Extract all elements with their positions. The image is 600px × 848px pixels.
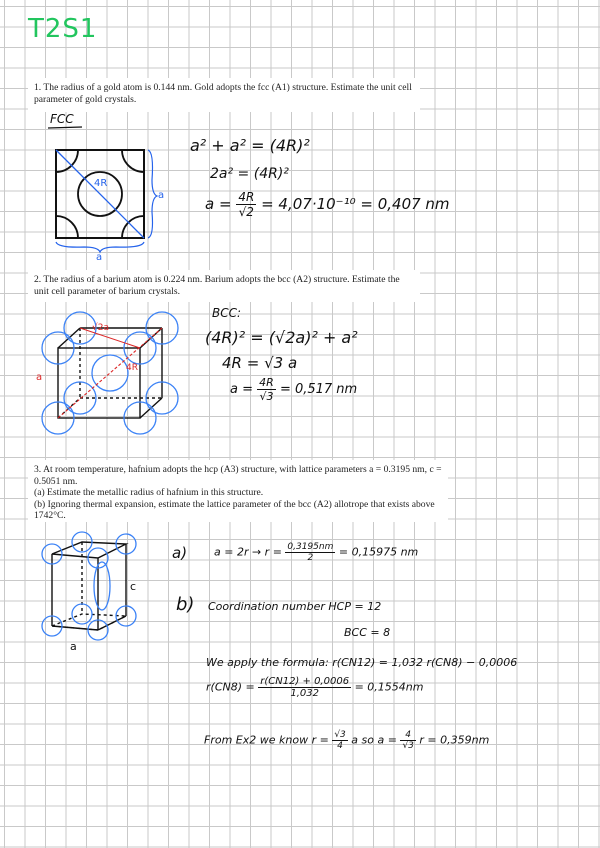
fcc-bottom-a-label: a [96, 252, 103, 263]
fcc-4r-label: 4R [94, 178, 108, 189]
rcn8-lhs: r(CN8) = [206, 680, 255, 694]
final-den-2: √3 [402, 741, 414, 751]
bcc-unit-cell-figure [30, 300, 190, 440]
coordination-bcc: BCC = 8 [344, 626, 391, 639]
q1-eq3-fraction [236, 190, 256, 219]
q2-equation-2: 4R = √3 a [222, 354, 298, 372]
q1-eq3-lhs: a = [205, 195, 232, 213]
final-text-c: r = 0,359nm [419, 733, 490, 747]
final-fraction-1 [332, 730, 347, 751]
part-a-equation [214, 542, 418, 563]
final-num-1: √3 [334, 730, 346, 740]
bcc-4r-label: 4R [126, 363, 138, 373]
final-line [204, 730, 489, 751]
q1-equation-2: 2a² = (4R)² [210, 166, 289, 182]
part-a-eq-lhs: a = 2r → r = [214, 545, 282, 559]
bcc-a-label: a [36, 372, 43, 383]
q2-eq3-lhs: a = [230, 382, 253, 397]
final-num-2: 4 [400, 730, 415, 741]
q2-equation-3 [230, 376, 357, 403]
q1-eq3-numerator: 4R [238, 190, 255, 204]
fcc-unit-cell-figure [44, 140, 174, 263]
part-a-numerator: 0,3195nm [287, 542, 334, 552]
bcc-label: BCC: [212, 306, 242, 320]
q1-eq3-denominator: √2 [238, 205, 254, 219]
hcp-unit-cell-figure [30, 528, 160, 658]
rcn8-equation [206, 676, 423, 699]
q2-eq3-numerator: 4R [259, 376, 274, 389]
question-2-box [28, 270, 420, 302]
question-2-text: 2. The radius of a barium atom is 0.224 nm. Barium adopts the bcc (A2) structure. Estimate the unit cell parameter of barium crystals. [34, 274, 400, 297]
final-den-1: 4 [337, 741, 343, 751]
rcn8-fraction [258, 676, 351, 699]
coordination-hcp: Coordination number HCP = 12 [208, 600, 382, 613]
q1-equation-1: a² + a² = (4R)² [190, 136, 310, 155]
q2-equation-1: (4R)² = (√2a)² + a² [205, 328, 358, 347]
q2-eq3-result: = 0,517 nm [279, 382, 358, 397]
part-a-fraction [285, 542, 335, 563]
question-1-text: 1. The radius of a gold atom is 0.144 nm. Gold adopts the fcc (A1) structure. Estimate the unit cell parameter of gold crystals. [34, 82, 412, 105]
formula-line: We apply the formula: r(CN12) = 1,032 r(CN8) − 0,0006 [206, 656, 518, 669]
fcc-label: FCC [50, 112, 74, 126]
rcn8-denominator: 1,032 [290, 688, 319, 699]
q2-eq3-fraction [257, 376, 276, 403]
bcc-root2a-label: √2a [92, 323, 109, 333]
q1-equation-3 [205, 190, 450, 219]
part-a-result: = 0,15975 nm [338, 545, 419, 559]
q2-eq3-denominator: √3 [259, 390, 274, 403]
part-b-label: b) [176, 594, 195, 615]
hcp-c-label: c [130, 580, 137, 593]
rcn8-numerator: r(CN12) + 0,0006 [260, 676, 350, 687]
page-title: T2S1 [28, 14, 98, 44]
rcn8-result: = 0,1554nm [354, 680, 424, 694]
question-3-line-2: (a) Estimate the metallic radius of hafnium in this structure. [34, 487, 264, 498]
question-3-box [28, 460, 448, 522]
final-fraction-2 [400, 730, 415, 751]
part-a-label: a) [172, 544, 188, 562]
question-3-line-3: (b) Ignoring thermal expansion, estimate the lattice parameter of the bcc (A2) allotrope that exists above 1742°C. [34, 498, 435, 521]
final-text-a: From Ex2 we know r = [204, 733, 329, 747]
part-a-denominator: 2 [307, 553, 314, 563]
question-3-line-1: 3. At room temperature, hafnium adopts the hcp (A3) structure, with lattice parameters a = 0.3195 nm, c = 0.5051 nm. [34, 464, 442, 487]
fcc-underline [48, 126, 88, 130]
fcc-side-a-label: a [158, 190, 165, 201]
question-1-box [28, 78, 420, 112]
final-text-b: a so a = [351, 733, 397, 747]
hcp-a-label: a [70, 640, 77, 653]
q1-eq3-result: = 4,07·10⁻¹⁰ = 0,407 nm [261, 195, 450, 213]
